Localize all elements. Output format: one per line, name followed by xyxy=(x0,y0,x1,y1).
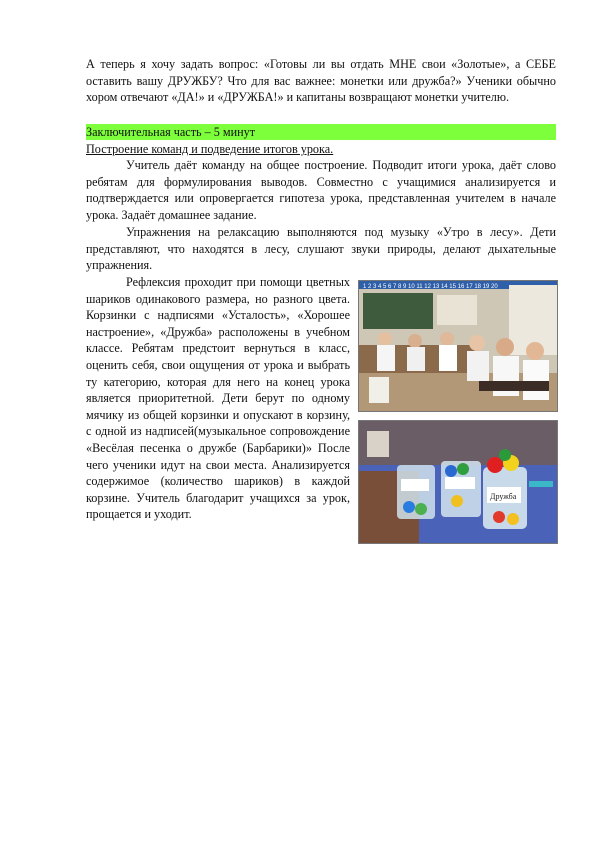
baskets-photo xyxy=(358,420,558,544)
relaxation-paragraph xyxy=(86,224,556,274)
intro-paragraph xyxy=(86,56,556,106)
basket-label: Дружба xyxy=(490,492,517,501)
classroom-photo xyxy=(358,280,558,412)
section-title-highlight xyxy=(86,124,556,140)
intro-text: А теперь я хочу задать вопрос: «Готовы ли вы отдать МНЕ свои «Золотые», а СЕБЕ оставить вашу ДРУЖБУ? Что для вас важнее: монетки или дружба?» Ученики обычно хором отвечают «ДА!» и «ДРУЖБА!» и капитаны возвращают монетки учителю. xyxy=(86,57,556,105)
section-title: Заключительная часть – 5 минут xyxy=(86,125,256,139)
board-numbers: 1 2 3 4 5 6 7 8 9 10 11 12 13 14 15 16 17 18 19 20 xyxy=(363,284,498,290)
subheading: Построение команд и подведение итогов урока. xyxy=(86,142,334,156)
relaxation-text: Упражнения на релаксацию выполняются под музыку «Утро в лесу». Дети представляют, что находятся в лесу, слушают звуки природы, делают дыхательные упражнения. xyxy=(86,225,556,273)
reflection-text: Рефлексия проходит при помощи цветных шариков одинакового размера, но разного цвета. Корзинки с надписями «Усталость», «Хорошее настроение», «Дружба» расположены в учебном классе. Ребятам предстоит вернуться в класс, оценить себя, свои ощущения от урока и выбрать ту категорию, которая для него на конец урока является приоритетной. Дети берут по одному мячику из общей корзинки и опускают в корзину, с одной из надписей(музыкальное сопровождение «Весёлая песенка о дружбе (Барбарики)» После чего ученики идут на свои места. Анализируется содержимое (количество шариков) в каждой корзине. Учитель благодарит учащихся за урок, прощается и уходит. xyxy=(86,275,350,522)
summary-text: Учитель даёт команду на общее построение. Подводит итоги урока, даёт слово ребятам для формулирования выводов. Совместно с учащимися анализируется и подтверждается или опровергается гипотеза урока, представленная учителем в начале урока. Задаёт домашнее задание. xyxy=(86,158,556,222)
summary-paragraph xyxy=(86,157,556,223)
reflection-paragraph xyxy=(86,274,350,523)
